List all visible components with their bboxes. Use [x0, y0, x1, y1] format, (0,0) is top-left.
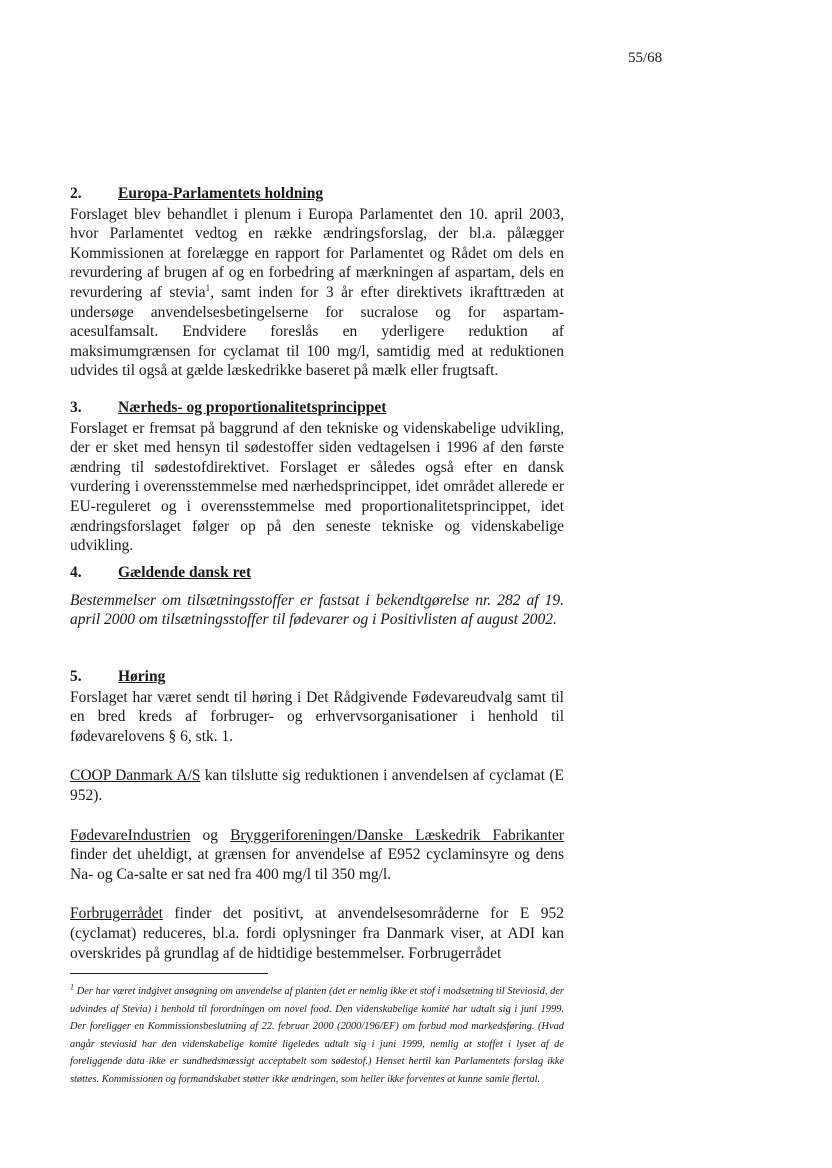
paragraph-text: Forslaget blev behandlet i plenum i Europa Parlamentet den 10. april 2003, hvor Parlamentet vedtog en række ændringsforslag, der bl.a. pålægger Kommissionen at forelægge en rapport for Parlamentet og Rådet om dels en revurdering af brugen af og en forbedring af mærkningen af aspartam, dels en revurdering af stevia [70, 205, 564, 301]
paragraph-coop [70, 766, 564, 805]
section-title: Gældende dansk ret [118, 564, 252, 581]
paragraph-industry [70, 826, 564, 885]
page-number: 55/68 [628, 50, 663, 66]
section-title: Europa-Parlamentets holdning [118, 185, 324, 202]
section-danish-law [70, 563, 564, 630]
paragraph-text: finder det positivt, at anvendelsesområderne for E 952 (cyclamat) reduceres, bl.a. fordi oplysninger fra Danmark viser, at ADI kan overskrides på grundlag af de hidtidige bestemmelser. Forbrugerrådet [70, 905, 564, 962]
paragraph: Forslaget er fremsat på baggrund af den tekniske og videnskabelige udvikling, der er sket med hensyn til sødestoffer siden vedtagelsen i 1996 af den første ændring til sødestofdirektivet. Forslaget er således også efter en dansk vurdering i overensstemmelse med nærhedsprincippet, idet området allerede er EU-reguleret og i overensstemmelse med proportionalitetsprincippet, idet ændringsforslaget følger op på den seneste tekniske og videnskabelige udvikling. [70, 419, 564, 555]
paragraph: Bestemmelser om tilsætningsstoffer er fastsat i bekendtgørelse nr. 282 af 19. april 2000 om tilsætningsstoffer til fødevarer og i Positivlisten af august 2002. [70, 591, 564, 629]
section-heading [70, 398, 564, 418]
footnote-marker: 1 [70, 982, 74, 992]
paragraph-text: og [190, 826, 231, 844]
section-heading [70, 184, 564, 204]
section-heading [70, 667, 564, 687]
section-heading [70, 563, 564, 583]
footnote [70, 983, 564, 1089]
section-parliament-position [70, 184, 564, 381]
organisation-name: FødevareIndustrien [70, 826, 191, 844]
organisation-name: COOP Danmark A/S [70, 767, 201, 785]
section-number: 3. [70, 399, 82, 416]
paragraph-text: finder det uheldigt, at grænsen for anvendelse af E952 cyclaminsyre og dens Na- og Ca-salte er sat ned fra 400 mg/l til 350 mg/l. [70, 846, 564, 883]
section-consultation [70, 667, 564, 963]
footnote-text: Der har været indgivet ansøgning om anvendelse af planten (det er nemlig ikke et stof i modsætning til Steviosid, der udvindes af Stevia) i henhold til forordningen om novel food. Den videnskabelige komité har udtalt sig i juni 1999. Der foreligger en Kommissionsbeslutning af 22. februar 2000 (2000/196/EF) om forbud mod markedsføring. (Hvad angår steviosid har den videnskabelige komité ligeledes udtalt sig i juni 1999, nemlig at stoffet i lyset af de foreliggende data ikke er sundhedsmæssigt acceptabelt som sødestof.) Henset hertil kan Parlamentets forslag ikke støttes. Kommissionen og formandskabet støtter ikke ændringen, som heller ikke forventes at kunne samle flertal. [70, 986, 564, 1085]
section-subsidiarity [70, 398, 564, 556]
organisation-name: Bryggeriforeningen/Danske Læskedrik Fabrikanter [230, 826, 564, 844]
organisation-name: Forbrugerrådet [70, 905, 163, 923]
paragraph [70, 205, 564, 381]
section-number: 2. [70, 185, 82, 202]
section-title: Nærheds- og proportionalitetsprincippet [118, 399, 387, 416]
section-title: Høring [118, 668, 166, 685]
footnote-divider [70, 973, 268, 974]
section-number: 5. [70, 668, 82, 685]
paragraph: Forslaget har været sendt til høring i Det Rådgivende Fødevareudvalg samt til en bred kreds af forbruger- og erhvervsorganisationer i henhold til fødevarelovens § 6, stk. 1. [70, 688, 564, 745]
footnote-reference[interactable]: 1 [205, 282, 211, 293]
paragraph-text: kan tilslutte sig reduktionen i anvendelsen af cyclamat (E 952). [70, 767, 564, 804]
paragraph-consumer-council [70, 904, 564, 963]
section-number: 4. [70, 564, 82, 581]
paragraph-text: , samt inden for 3 år efter direktivets ikrafttræden at undersøge anvendelsesbetingelserne for sucralose og for aspartam-acesulfamsalt. Endvidere foreslås en yderligere reduktion af maksimumgrænsen for cyclamat til 100 mg/l, samtidig med at reduktionen udvides til også at gælde læskedrikke baseret på mælk eller frugtsaft. [70, 283, 564, 380]
